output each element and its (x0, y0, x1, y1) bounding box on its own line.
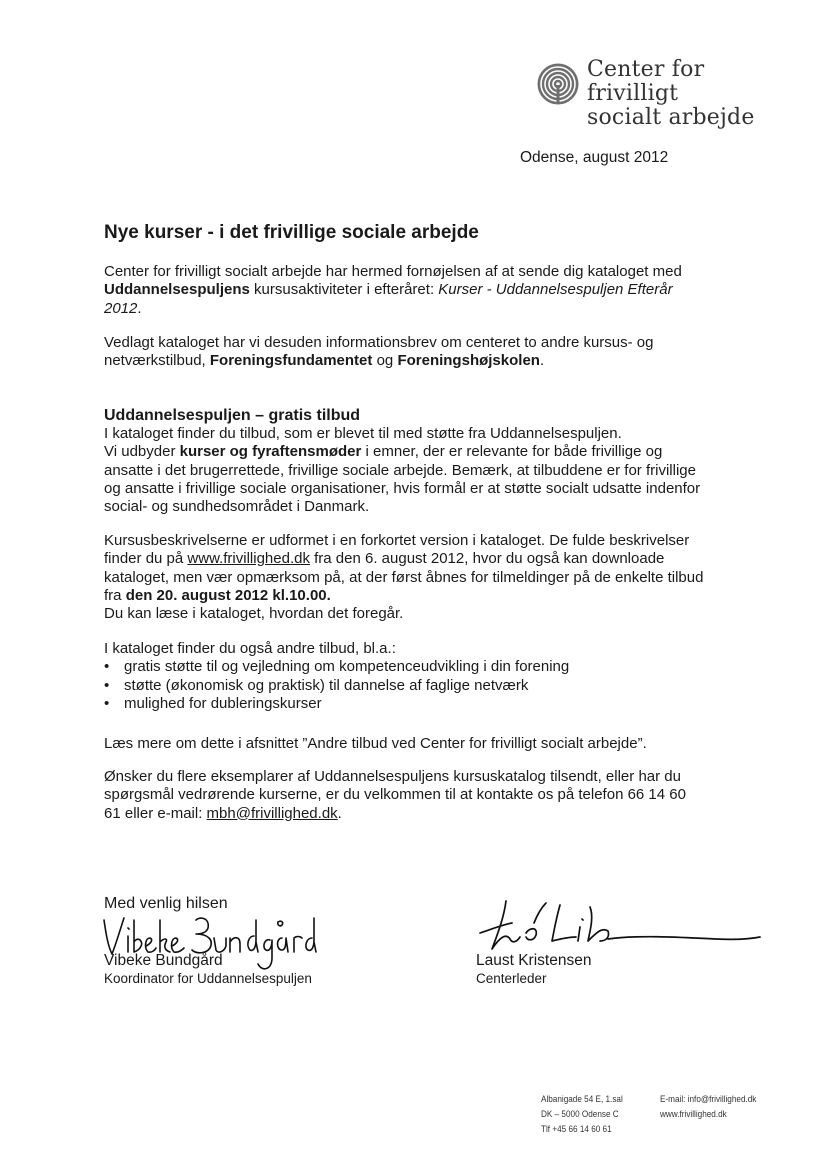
enclosed-text: . (539, 352, 545, 370)
catalog-title: Kurser - Uddannelsespuljen Efterår 2012 (104, 281, 673, 317)
closing-greeting: Med venlig hilsen (104, 895, 228, 912)
footer-street: Albanigade 54 E, 1.sal (541, 1094, 623, 1105)
spiral-emblem-icon (536, 62, 580, 106)
intro-text: Center for frivilligt socialt arbejde har hermed fornøjelsen af at sende dig kataloget med (104, 263, 682, 280)
intro-bold: Uddannelsespuljens (104, 281, 250, 299)
registration-date: den 20. august 2012 kl.10.00. (125, 586, 331, 604)
list-item: • mulighed for dubleringskurser (104, 695, 704, 713)
signer-name: Laust Kristensen (476, 952, 592, 969)
contact-text: . (337, 804, 342, 822)
contact-text: Ønsker du flere eksemplarer af Uddannelsespuljens kursuskatalog tilsendt, eller har du spørgsmål vedrørende kurserne, er du velkommen til at kontakte os på telefon 66 14 60 61 eller e-mail: (104, 768, 686, 822)
read-more-paragraph: Læs mere om dette i afsnittet ”Andre tilbud ved Center for frivilligt socialt arbejde”. (104, 735, 647, 752)
section-paragraph (104, 443, 704, 516)
signer-name: Vibeke Bundgård (104, 952, 223, 969)
enclosed-text: og (372, 352, 398, 370)
section-heading: Uddannelsespuljen – gratis tilbud (104, 407, 361, 424)
intro-paragraph (104, 263, 704, 318)
intro-text: kursusaktiviteter i efteråret: (249, 281, 439, 299)
offers-list (104, 658, 704, 713)
description-text: Kursusbeskrivelserne er udformet i en forkortet version i kataloget. De fulde beskrivelser finder du på (104, 532, 690, 568)
signer-role: Centerleder (476, 971, 547, 986)
description-text-block (104, 532, 704, 605)
enclosed-bold: Foreningsfundamentet (209, 352, 373, 370)
pool-section (104, 406, 704, 516)
offers-block (104, 640, 704, 713)
list-item: • støtte (økonomisk og praktisk) til dannelse af faglige netværk (104, 677, 704, 695)
offers-intro: I kataloget finder du også andre tilbud, bl.a.: (104, 640, 396, 657)
section-line: I kataloget finder du tilbud, som er blevet til med støtte fra Uddannelsespuljen. (104, 425, 622, 442)
signer-block-left (104, 952, 312, 988)
footer-address (541, 1092, 623, 1137)
website-link[interactable]: www.frivillighed.dk (187, 550, 310, 568)
logo-line-1: Center for frivilligt (587, 57, 705, 106)
description-paragraph (104, 532, 704, 623)
logo-line-2: socialt arbejde (587, 105, 755, 130)
enclosed-bold: Foreningshøjskolen (397, 352, 540, 370)
letter-date: Odense, august 2012 (520, 149, 669, 166)
footer-contact (660, 1092, 756, 1122)
enclosed-text: Vedlagt kataloget har vi desuden informationsbrev om centeret to andre kursus- og netværkstilbud, (104, 334, 654, 370)
description-text: fra den 6. august 2012, hvor du også kan downloade kataloget, men vær opmærksom på, at der først åbnes for tilmeldinger på de enkelte tilbud fra (104, 550, 704, 604)
footer-phone: Tlf +45 66 14 60 61 (541, 1124, 612, 1135)
section-text: Vi udbyder (104, 443, 180, 461)
logo-wordmark (587, 58, 796, 130)
description-line: Du kan læse i kataloget, hvordan det foregår. (104, 605, 404, 623)
organization-logo (536, 57, 796, 130)
signer-block-right (476, 952, 591, 988)
signer-role: Koordinator for Uddannelsespuljen (104, 971, 312, 986)
letter-title: Nye kurser - i det frivillige sociale arbejde (104, 222, 479, 243)
section-bold: kurser og fyraftensmøder (179, 443, 362, 461)
footer-web: www.frivillighed.dk (660, 1109, 727, 1120)
intro-text: . (137, 299, 142, 317)
footer-email: E-mail: info@frivillighed.dk (660, 1094, 757, 1105)
footer-city: DK – 5000 Odense C (541, 1109, 619, 1120)
contact-paragraph (104, 768, 704, 823)
email-link[interactable]: mbh@frivillighed.dk (206, 804, 338, 822)
enclosed-paragraph (104, 334, 704, 371)
section-text: i emner, der er relevante for både frivillige og ansatte i det brugerrettede, frivillige sociale arbejde. Bemærk, at tilbuddene er for frivillige og ansatte i frivillige sociale organisationer, hvis formål er at støtte socialt udsatte indenfor social- og sundhedsområdet i Danmark. (104, 443, 701, 516)
list-item: • gratis støtte til og vejledning om kompetenceudvikling i din forening (104, 658, 704, 676)
